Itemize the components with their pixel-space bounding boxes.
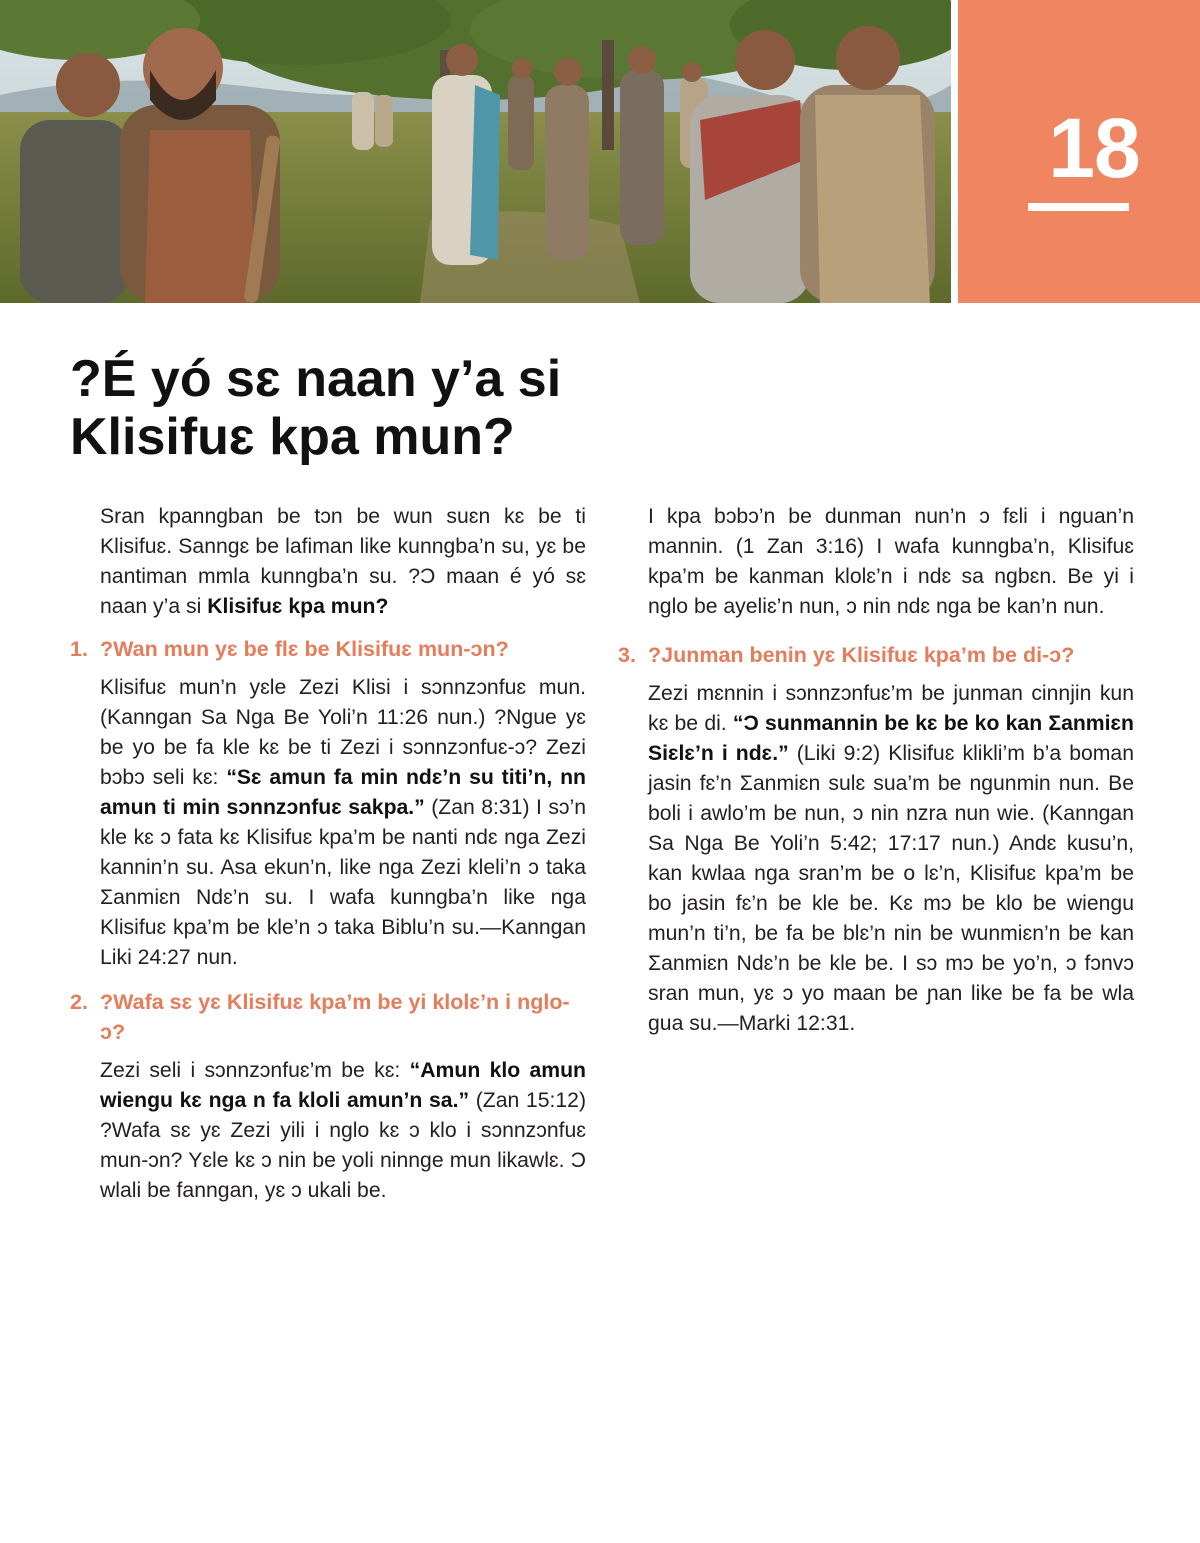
- title-line-2: Klisifuɛ kpa mun?: [70, 408, 515, 466]
- section-1-number: 1.: [70, 637, 88, 661]
- intro-paragraph: [70, 502, 586, 622]
- section-2-continuation: I kpa bɔbɔ’n be dunman nun’n ɔ fɛli i nguan’n mannin. (1 Zan 3:16) I wafa kunngba’n, Klisifuɛ kpa’m be kanman klolɛ’n i ndɛ sa ngbɛn. Be yi i nglo be ayeliɛ’n nun, ɔ nin ndɛ nga be kan’n nun.: [648, 505, 1134, 618]
- section-1-quote: “Sɛ amun fa min ndɛ’n su titi’n, nn amun ti min sɔnnzɔnfuɛ sakpa.”: [100, 766, 587, 819]
- hero-illustration: [0, 0, 951, 303]
- section-2-text-2: (Zan 15:12) ?Wafa sɛ yɛ Zezi yili i nglo kɛ ɔ klo i sɔnnzɔnfuɛ mun-ɔn? Yɛle kɛ ɔ nin be yoli ninnge mun likawlɛ. Ɔ wlali be fanngan, yɛ ɔ ukali be.: [100, 1089, 587, 1202]
- section-1-heading: [70, 634, 586, 664]
- lesson-number-box: [958, 0, 1200, 303]
- section-1-text-2: (Zan 8:31) I sɔ’n kle kɛ ɔ fata kɛ Klisifuɛ kpa’m be nanti ndɛ nga Zezi kannin’n su. Asa ekun’n, like nga Zezi kleli’n ɔ taka Ʃanmiɛn Ndɛ’n su. I wafa kunngba’n like nga Klisifuɛ kpa’m be kle’n ɔ taka Biblu’n su.—Kanngan Liki 24:27 nun.: [100, 796, 586, 969]
- page-title: [70, 350, 770, 466]
- section-2-quote: “Amun klo amun wiengu kɛ nga n fa kloli amun’n sa.”: [100, 1059, 587, 1112]
- section-3-heading-text: ?Junman benin yɛ Klisifuɛ kpa’m be di-ɔ?: [648, 643, 1075, 667]
- section-2-heading: [70, 987, 586, 1047]
- intro-text: Sran kpanngban be tɔn be wun suɛn kɛ be ti Klisifuɛ. Sanngɛ be lafiman like kunngba’n su, yɛ be nantiman mmla kunngba’n su. ?Ɔ maan é yó sɛ naan y’a si: [100, 505, 586, 618]
- right-column: [618, 502, 1134, 1039]
- section-2-paragraph: [70, 1056, 586, 1206]
- section-3-paragraph: [618, 679, 1134, 1039]
- section-3-number: 3.: [618, 643, 636, 667]
- lesson-number-underline: [1028, 203, 1129, 211]
- section-1-paragraph: [70, 673, 586, 973]
- section-2-text-1: Zezi seli i sɔnnzɔnfuɛ’m be kɛ:: [100, 1059, 410, 1082]
- section-3-text-2: (Liki 9:2) Klisifuɛ klikli’m b’a boman jasin fɛ’n Ʃanmiɛn sulɛ sua’m be ngunmin nun. Be boli i awlo’m be nun, ɔ nin nzra nun wie. (Kanngan Sa Nga Be Yoli’n 5:42; 17:17 nun.) Andɛ kusu’n, kan kwlaa nga sran’m be o lɛ’n, Klisifuɛ kpa’m be bo jasin fɛ’n be kle be. Kɛ mɔ be klo be wiengu mun’n ti’n, be fa be blɛ’n nin be wunmiɛn’n be kan Ʃanmiɛn Ndɛ’n be kle be. I sɔ mɔ be yo’n, ɔ fɔnvɔ sran mun, yɛ ɔ yo maan be ɲan like be fa be wla gua su.—Marki 12:31.: [648, 742, 1134, 1035]
- section-3-heading: [618, 640, 1134, 670]
- section-2-heading-text: ?Wafa sɛ yɛ Klisifuɛ kpa’m be yi klolɛ’n i nglo-ɔ?: [100, 990, 570, 1044]
- section-2-number: 2.: [70, 990, 88, 1014]
- section-3-quote: “Ɔ sunmannin be kɛ be ko kan Ʃanmiɛn Siɛlɛ’n i ndɛ.”: [648, 712, 1134, 765]
- intro-bold: Klisifuɛ kpa mun?: [207, 595, 389, 618]
- lesson-number: 18: [1048, 101, 1140, 195]
- section-1-text-1: Klisifuɛ mun’n yɛle Zezi Klisi i sɔnnzɔnfuɛ mun. (Kanngan Sa Nga Be Yoli’n 11:26 nun.) ?Ngue yɛ be yo be fa kle kɛ be ti Zezi i sɔnnzɔnfuɛ-ɔ? Zezi bɔbɔ seli kɛ:: [100, 676, 586, 789]
- left-column: [70, 502, 586, 1206]
- title-line-1: ?É yó sɛ naan y’a si: [70, 350, 562, 408]
- section-1-heading-text: ?Wan mun yɛ be flɛ be Klisifuɛ mun-ɔn?: [100, 637, 509, 661]
- section-3-text-1: Zezi mɛnnin i sɔnnzɔnfuɛ’m be junman cinnjin kun kɛ be di.: [648, 682, 1134, 735]
